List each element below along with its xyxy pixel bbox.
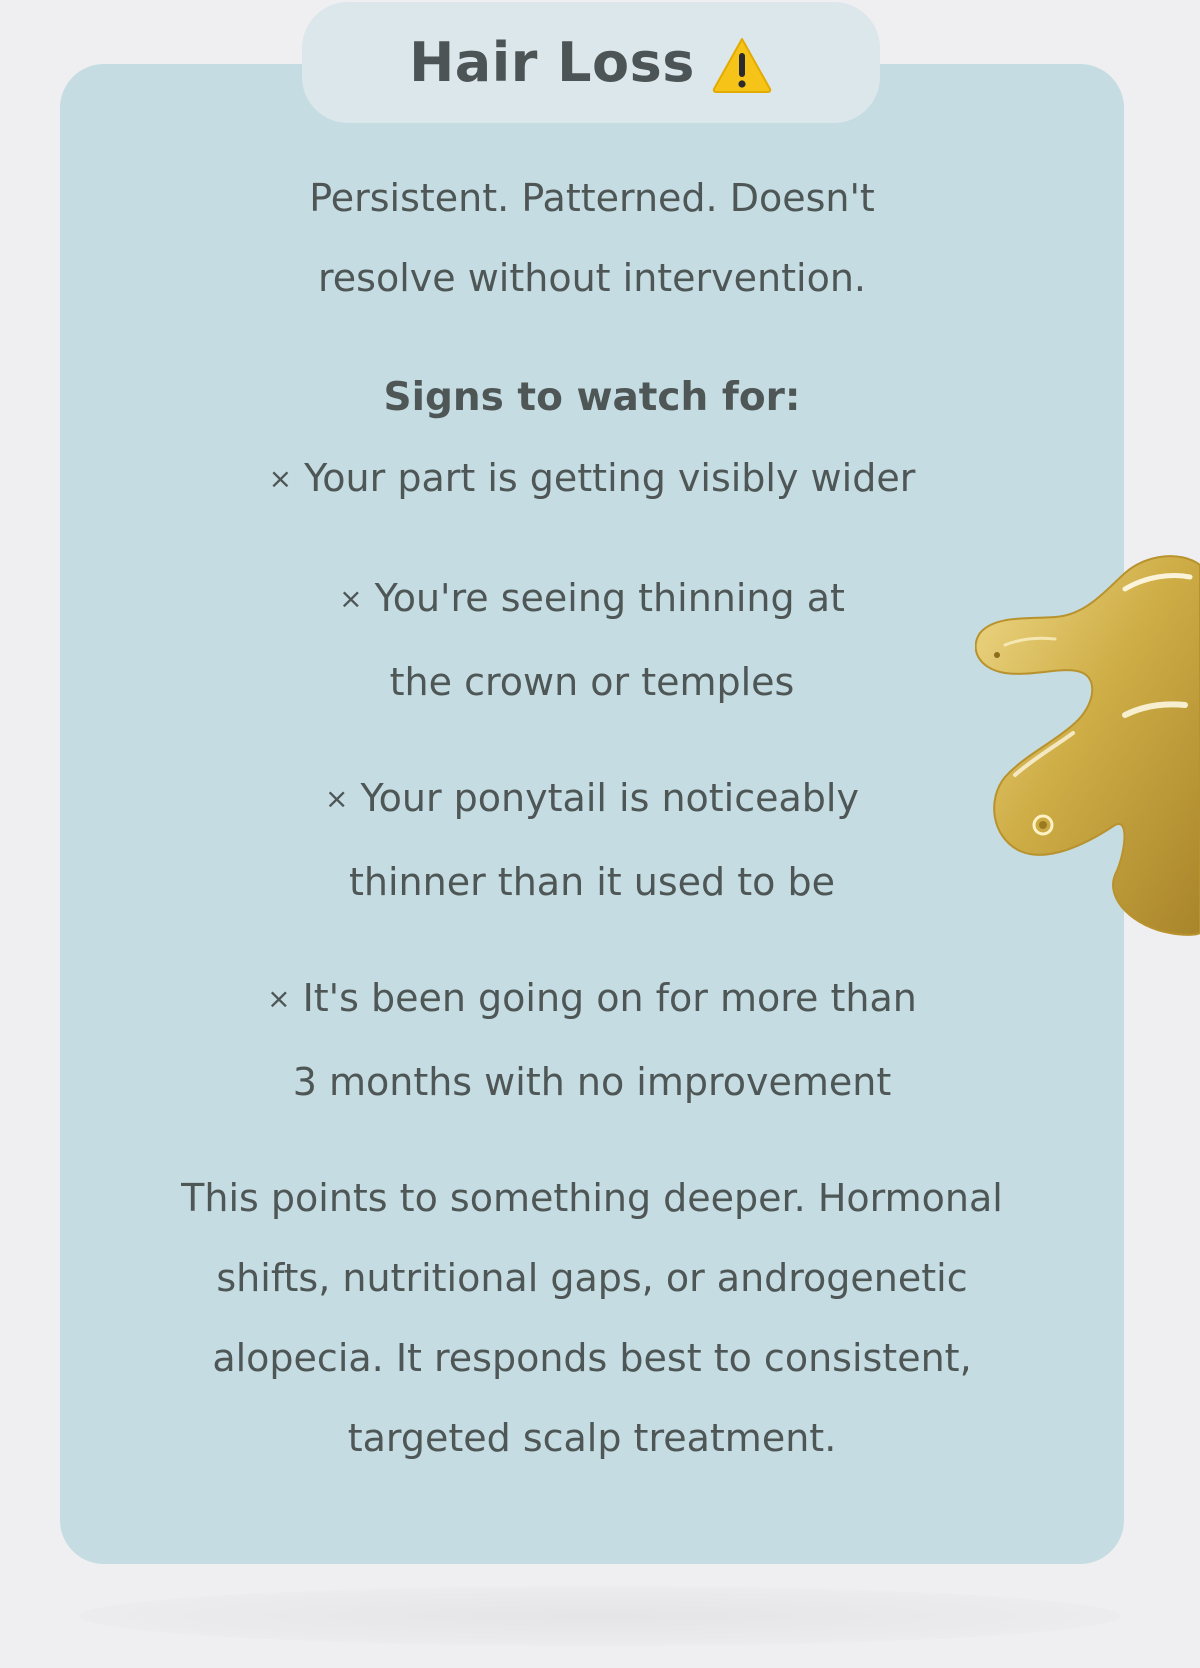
x-mark-icon: × (268, 462, 293, 495)
sign-line-2: the crown or temples (389, 660, 795, 704)
sign-item (60, 958, 1124, 1122)
x-mark-icon: × (339, 582, 363, 615)
intro-line-2: resolve without intervention. (317, 256, 866, 300)
sign-line-1: It's been going on for more than (302, 976, 917, 1020)
sign-line-1: You're seeing thinning at (374, 576, 845, 620)
sign-item (60, 758, 1124, 922)
sign-item (60, 438, 1124, 522)
sign-item (60, 558, 1124, 722)
oil-drop-image (975, 555, 1200, 940)
summary-line: targeted scalp treatment. (347, 1416, 837, 1460)
intro-line-1: Persistent. Patterned. Doesn't (309, 176, 875, 220)
card-title: Hair Loss (409, 31, 695, 94)
summary-line: This points to something deeper. Hormonal (181, 1176, 1003, 1220)
sign-line-2: thinner than it used to be (349, 860, 835, 904)
sign-line-1: Your part is getting visibly wider (304, 456, 916, 500)
x-mark-icon: × (267, 982, 291, 1015)
summary-line: shifts, nutritional gaps, or androgenetic (216, 1256, 968, 1300)
signs-heading: Signs to watch for: (383, 375, 801, 420)
floor-shadow (80, 1586, 1120, 1646)
summary-text (60, 1158, 1124, 1478)
summary-line: alopecia. It responds best to consistent, (212, 1336, 972, 1380)
sign-line-2: 3 months with no improvement (292, 1060, 892, 1104)
title-pill (302, 2, 880, 123)
intro-text (60, 158, 1124, 318)
x-mark-icon: × (325, 782, 349, 815)
sign-line-1: Your ponytail is noticeably (360, 776, 859, 820)
warning-icon (711, 36, 773, 94)
